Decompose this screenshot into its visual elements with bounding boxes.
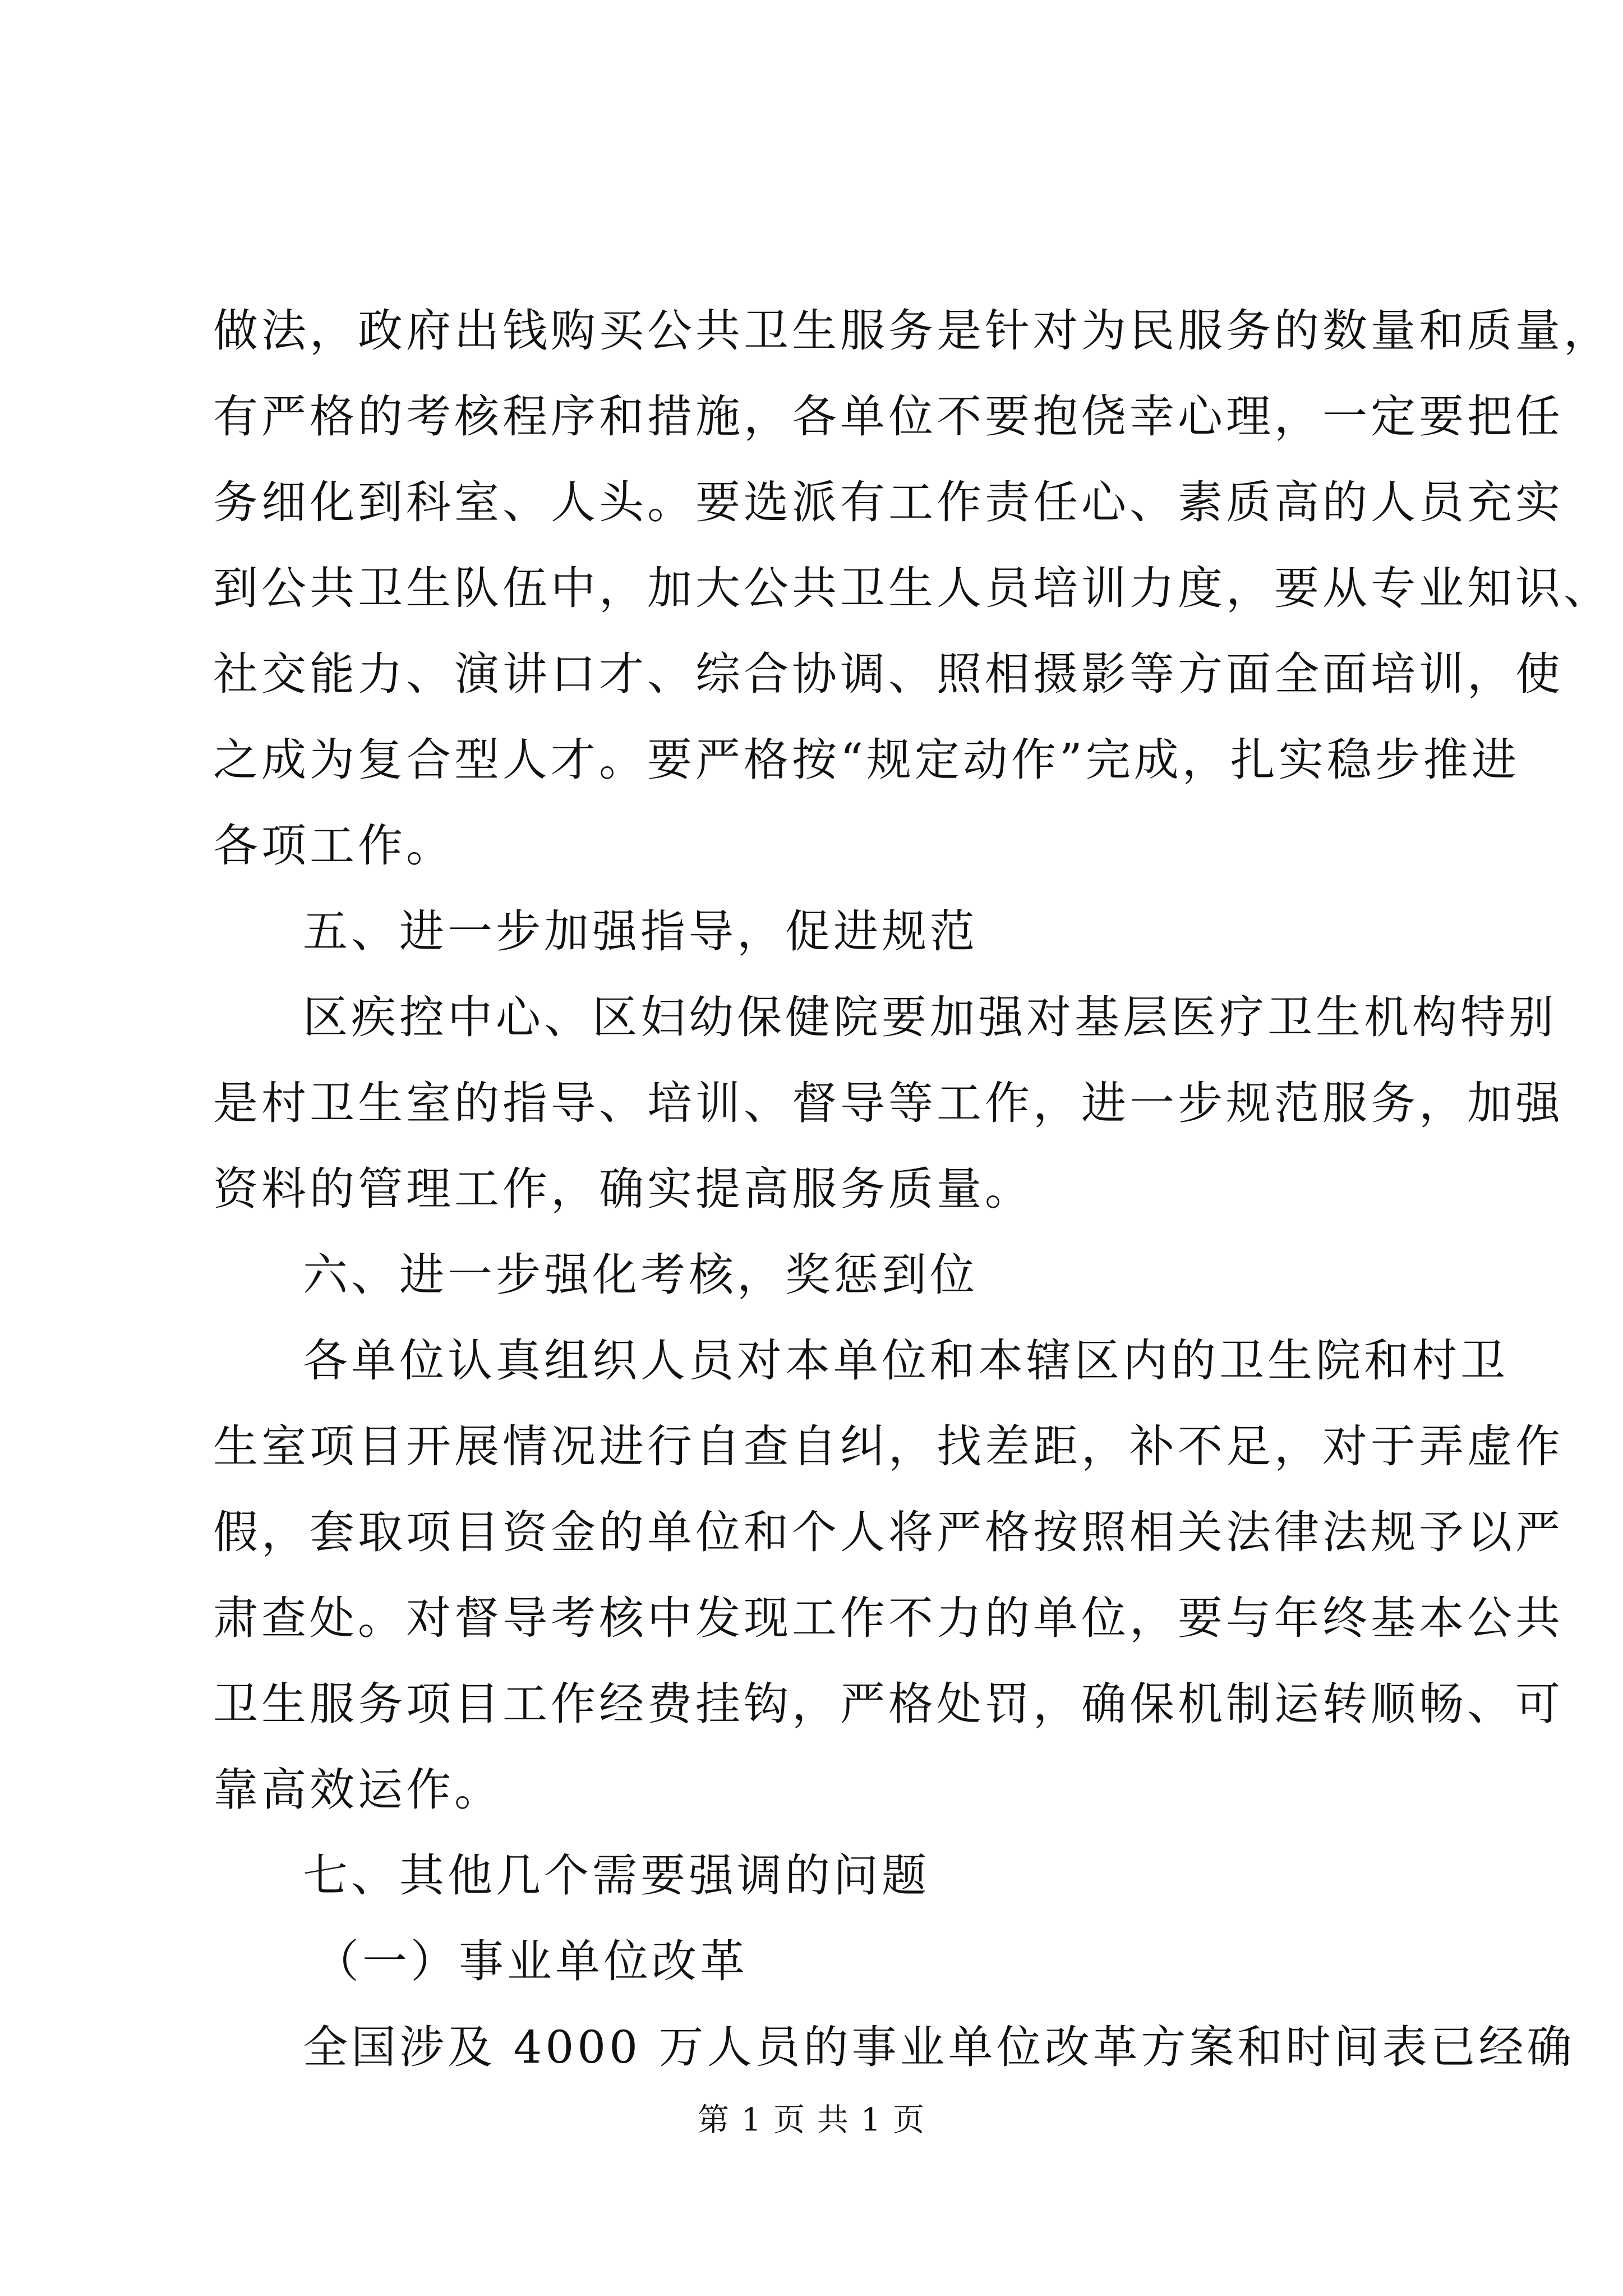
paragraph-first-line: 全国涉及 4000 万人员的事业单位改革方案和时间表已经确	[303, 2021, 1575, 2073]
body-text-line: 社交能力、演讲口才、综合协调、照相摄影等方面全面培训，使	[213, 648, 1564, 700]
page-footer: 第 1 页 共 1 页	[697, 2102, 926, 2138]
body-text-line: 有严格的考核程序和措施，各单位不要抱侥幸心理，一定要把任	[213, 390, 1564, 443]
body-text-line: 是村卫生室的指导、培训、督导等工作，进一步规范服务，加强	[213, 1077, 1564, 1129]
section-heading-6: 六、进一步强化考核，奖惩到位	[303, 1249, 978, 1301]
body-text-line: 到公共卫生队伍中，加大公共卫生人员培训力度，要从专业知识、	[213, 562, 1612, 614]
body-text-line: 务细化到科室、人头。要选派有工作责任心、素质高的人员充实	[213, 476, 1564, 528]
body-text-line: 资料的管理工作，确实提高服务质量。	[213, 1163, 1033, 1215]
body-text-line: 做法，政府出钱购买公共卫生服务是针对为民服务的数量和质量，	[213, 305, 1612, 357]
body-text-line: 生室项目开展情况进行自查自纠，找差距，补不足，对于弄虚作	[213, 1420, 1564, 1473]
section-heading-7: 七、其他几个需要强调的问题	[303, 1849, 930, 1902]
body-text-line: 肃查处。对督导考核中发现工作不力的单位，要与年终基本公共	[213, 1592, 1564, 1644]
section-heading-5: 五、进一步加强指导，促进规范	[303, 905, 978, 958]
paragraph-first-line: 区疾控中心、区妇幼保健院要加强对基层医疗卫生机构特别	[303, 991, 1557, 1043]
subsection-heading-1: （一）事业单位改革	[314, 1935, 748, 1987]
body-text-line: 卫生服务项目工作经费挂钩，严格处罚，确保机制运转顺畅、可	[213, 1678, 1564, 1730]
body-text-line: 之成为复合型人才。要严格按“规定动作”完成，扎实稳步推进	[213, 734, 1520, 786]
body-text-line: 各项工作。	[213, 820, 454, 872]
body-text-line: 假，套取项目资金的单位和个人将严格按照相关法律法规予以严	[213, 1506, 1564, 1558]
body-text-line: 靠高效运作。	[213, 1764, 502, 1816]
paragraph-first-line: 各单位认真组织人员对本单位和本辖区内的卫生院和村卫	[303, 1335, 1509, 1387]
